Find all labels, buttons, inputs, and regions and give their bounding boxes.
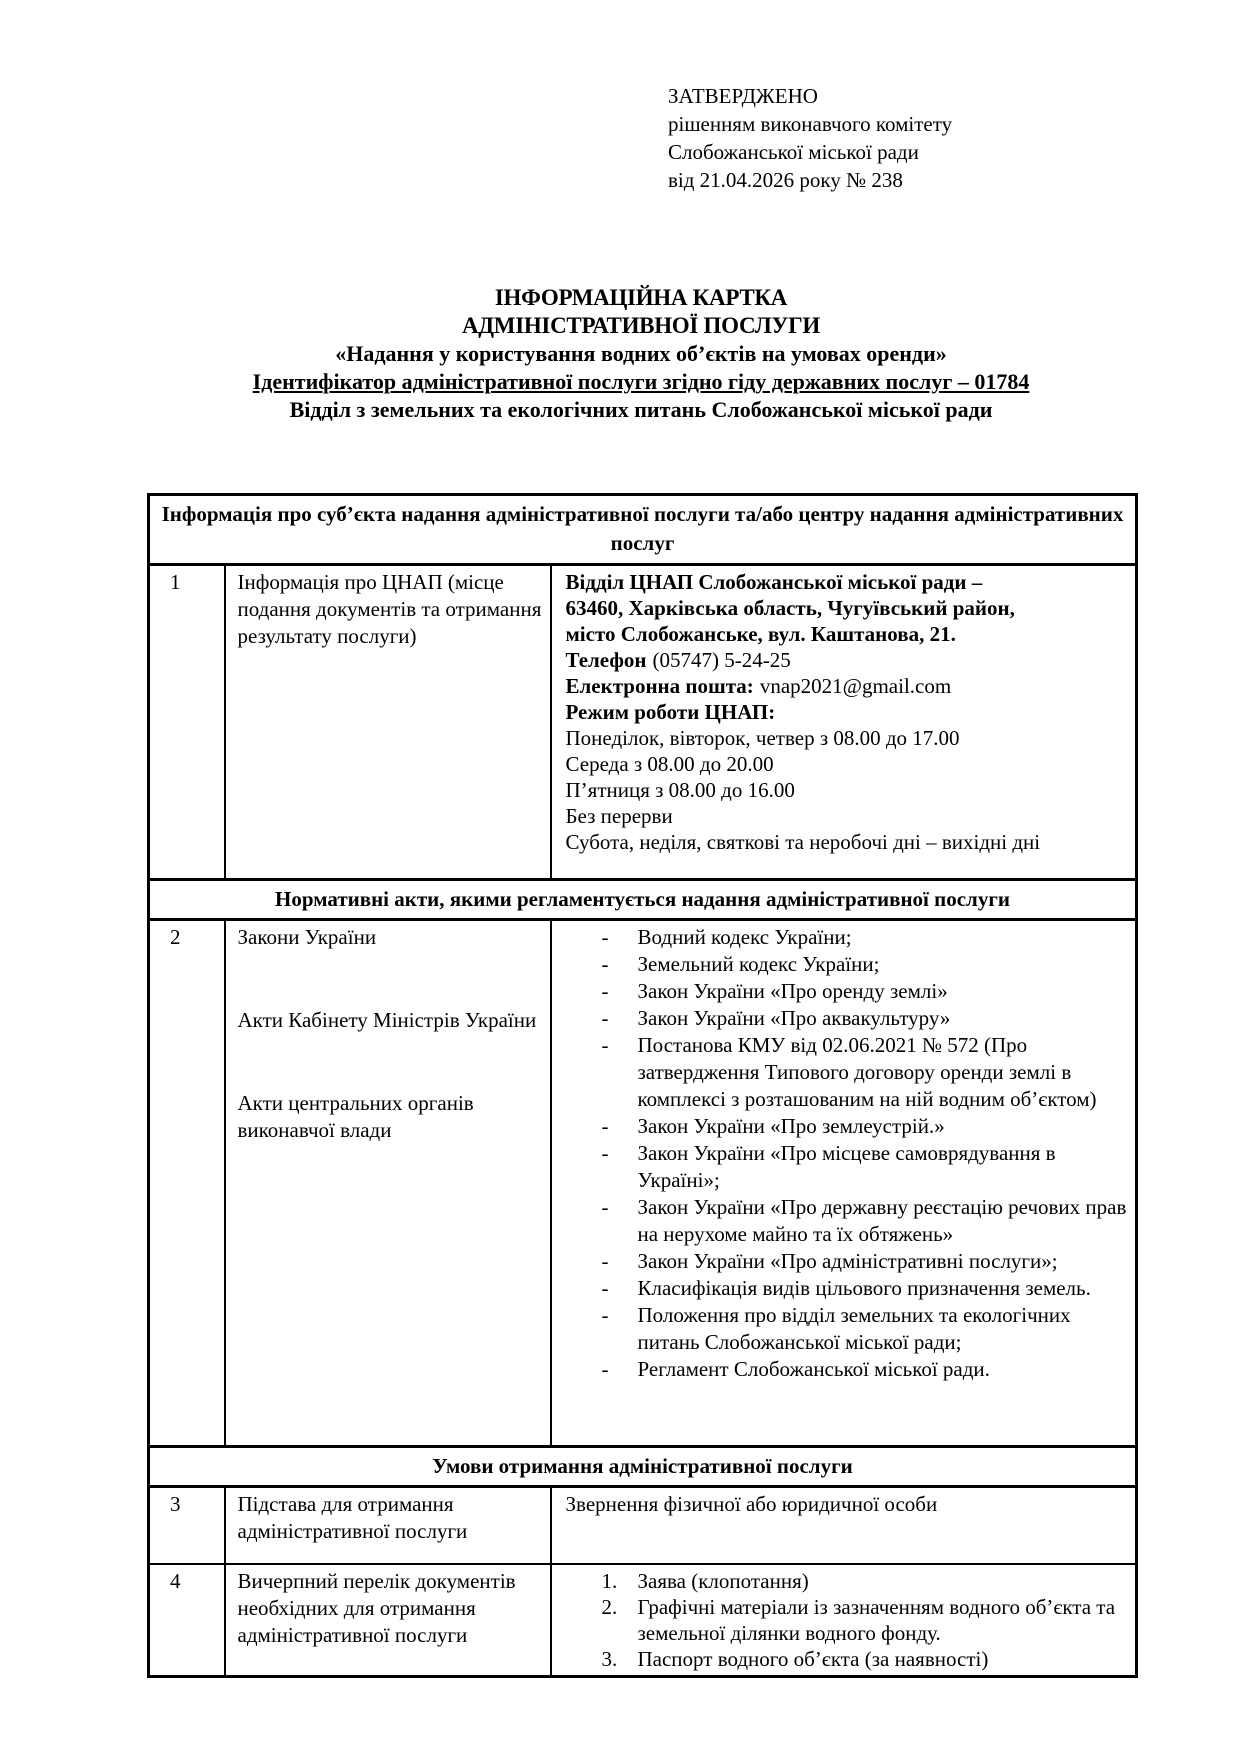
schedule-label: Режим роботи ЦНАП: [565,700,776,724]
card-title-line-2: АДМІНІСТРАТИВНОЇ ПОСЛУГИ [461,313,821,338]
row-value [551,1564,1137,1677]
table-row-grounds [149,1487,1137,1564]
row-number: 4 [149,1564,225,1677]
dash-marker: - [601,1033,609,1057]
act-text: Земельний кодекс України; [637,952,880,976]
number-marker: 2. [601,1594,618,1619]
row-label: Інформація про ЦНАП (місце подання документів та отримання результату послуги) [225,565,551,880]
act-text: Закон України «Про державну реєстацію речових прав на нерухоме майно та їх обтяжень» [637,1195,1127,1246]
department-name: Відділ з земельних та екологічних питань Слобожанської міської ради [289,397,993,422]
card-title-line-1: ІНФОРМАЦІЙНА КАРТКА [494,285,788,310]
row-label: Підстава для отримання адміністративної послуги [225,1487,551,1564]
service-name: «Надання у користування водних об’єктів на умовах оренди» [335,341,947,366]
cnap-phone [566,647,1128,673]
table-row-cnap-info [149,565,1137,880]
approval-block [668,82,952,194]
dash-marker: - [601,1276,609,1300]
schedule-line-2: Середа з 08.00 до 20.00 [565,752,774,776]
act-text: Положення про відділ земельних та екологічних питань Слобожанської міської ради; [637,1303,1071,1354]
list-item [602,1275,1128,1302]
act-text: Постанова КМУ від 02.06.2021 № 572 (Про затвердження Типового договору оренди землі в комплексі з розташованим на ній водним об’єктом) [637,1033,1097,1111]
row-number: 3 [149,1487,225,1564]
dash-marker: - [601,1114,609,1138]
approval-line-1: ЗАТВЕРДЖЕНО [668,84,818,108]
act-text: Закон України «Про адміністративні послуги»; [637,1249,1058,1273]
email-label: Електронна пошта: [565,674,754,698]
dash-marker: - [601,925,609,949]
label-cabinet-acts: Акти Кабінету Міністрів України [237,1008,537,1032]
dash-marker: - [601,979,609,1003]
schedule-line-4: Без перерви [565,804,673,828]
dash-marker: - [601,1249,609,1273]
section-header-subject-info [149,495,1137,565]
list-item [602,1005,1128,1032]
phone-label: Телефон [565,648,647,672]
section-header-text: Умови отримання адміністративної послуги [149,1447,1137,1487]
row-value [551,920,1137,1447]
document-text: Заява (клопотання) [637,1568,809,1593]
dash-marker: - [601,1006,609,1030]
list-item [602,1140,1128,1194]
schedule-line-5: Субота, неділя, святкові та неробочі дні – вихідні дні [565,830,1041,854]
schedule-line-3: П’ятниця з 08.00 до 16.00 [565,778,795,802]
schedule-line-1: Понеділок, вівторок, четвер з 08.00 до 17.00 [565,726,960,750]
table-row-laws [149,920,1137,1447]
section-header-conditions [149,1447,1137,1487]
document-text: Паспорт водного об’єкта (за наявності) [637,1646,989,1671]
label-central-acts: Акти центральних органів виконавчої влади [237,1091,474,1142]
approval-line-4: від 21.04.2026 року № 238 [668,168,903,192]
section-header-text: Інформація про суб’єкта надання адміністративної послуги та/або центру надання адміністративних послуг [149,495,1137,565]
cnap-address-line-1: Відділ ЦНАП Слобожанської міської ради – [565,570,983,594]
cnap-email [566,673,1128,699]
section-header-normative-acts [149,880,1137,920]
phone-value: (05747) 5-24-25 [652,648,791,672]
approval-line-2: рішенням виконавчого комітету [668,112,953,136]
list-item [602,1568,1128,1594]
service-identifier: Ідентифікатор адміністративної послуги згідно гіду державних послуг – 01784 [252,369,1030,394]
list-item [602,1248,1128,1275]
table-row-documents [149,1564,1137,1677]
list-item [602,1594,1128,1646]
row-value: Звернення фізичної або юридичної особи [551,1487,1137,1564]
list-item [602,1356,1128,1383]
email-value: vnap2021@gmail.com [759,674,952,698]
section-header-text: Нормативні акти, якими регламентується надання адміністративної послуги [149,880,1137,920]
cnap-address-line-3: місто Слобожанське, вул. Каштанова, 21. [565,622,956,646]
row-number: 1 [149,565,225,880]
number-marker: 1. [601,1568,618,1593]
list-item [602,1194,1128,1248]
act-text: Водний кодекс України; [637,925,852,949]
cnap-address-line-2: 63460, Харківська область, Чугуївський район, [565,596,1015,620]
act-text: Закон України «Про аквакультуру» [637,1006,951,1030]
dash-marker: - [601,1357,609,1381]
dash-marker: - [601,952,609,976]
list-item [602,1302,1128,1356]
list-item [602,951,1128,978]
list-item [602,1646,1128,1672]
approval-line-3: Слобожанської міської ради [668,140,919,164]
label-laws: Закони України [237,925,377,949]
row-label: Вичерпний перелік документів необхідних для отримання адміністративної послуги [225,1564,551,1677]
document-text: Графічні матеріали із зазначенням водного об’єкта та земельної ділянки водного фонду. [637,1594,1116,1645]
info-card-table [147,493,1138,1678]
act-text: Класифікація видів цільового призначення земель. [637,1276,1091,1300]
act-text: Закон України «Про землеустрій.» [637,1114,945,1138]
dash-marker: - [601,1141,609,1165]
dash-marker: - [601,1303,609,1327]
row-number: 2 [149,920,225,1447]
list-item [602,924,1128,951]
act-text: Закон України «Про оренду землі» [637,979,948,1003]
act-text: Регламент Слобожанської міської ради. [637,1357,990,1381]
number-marker: 3. [601,1646,618,1671]
dash-marker: - [601,1195,609,1219]
list-item [602,978,1128,1005]
list-item [602,1032,1128,1113]
row-value [551,565,1137,880]
row-label [225,920,551,1447]
list-item [602,1113,1128,1140]
document-title-block [147,284,1135,424]
act-text: Закон України «Про місцеве самоврядування в Україні»; [637,1141,1056,1192]
